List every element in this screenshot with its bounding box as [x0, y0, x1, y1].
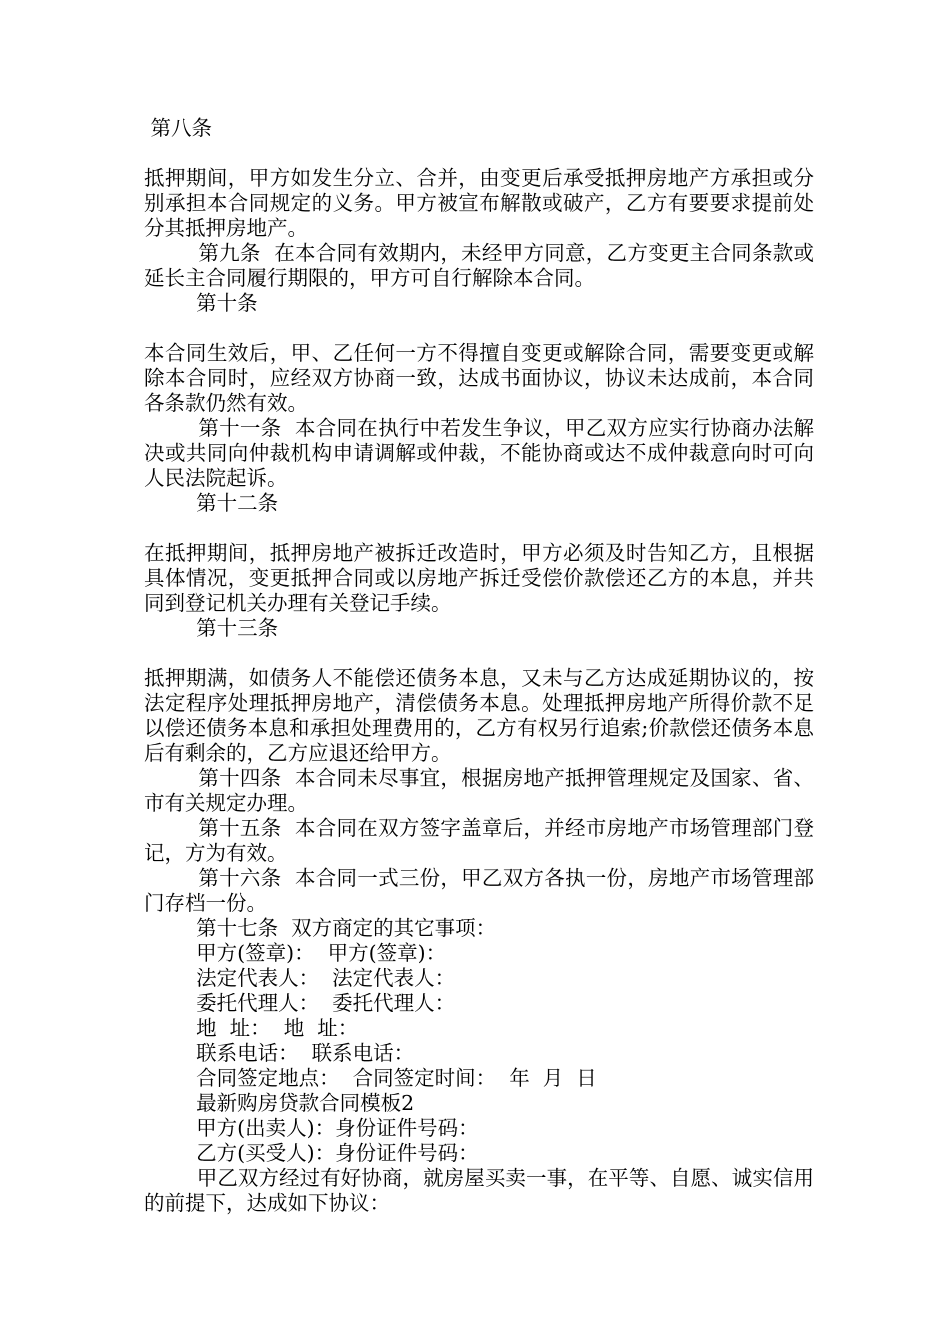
- signing-place-date-line: 合同签定地点： 合同签定时间： 年 月 日: [144, 1066, 597, 1090]
- template-2-title: 最新购房贷款合同模板2: [144, 1091, 415, 1115]
- contract-page: [144, 116, 814, 1216]
- article-14: 第十四条 本合同未尽事宜，根据房地产抵押管理规定及国家、省、市有关规定办理。: [144, 766, 814, 815]
- seller-line: 甲方(出卖人)：身份证件号码：: [144, 1116, 479, 1140]
- signature-representative-line: 法定代表人： 法定代表人：: [144, 966, 456, 990]
- blank-line: [144, 316, 814, 341]
- article-13-body: 抵押期满，如债务人不能偿还债务本息，又未与乙方达成延期协议的，按法定程序处理抵押房地产，清偿债务本息。处理抵押房地产所得价款不足以偿还债务本息和承担处理费用的，乙方有权另行追索;价款偿还债务本息后有剩余的，乙方应退还给甲方。: [144, 666, 814, 765]
- article-13-heading: 第十三条: [144, 616, 279, 640]
- article-8-body: 抵押期间，甲方如发生分立、合并，由变更后承受抵押房地产方承担或分别承担本合同规定的义务。甲方被宣布解散或破产，乙方有要要求提前处分其抵押房地产。: [144, 166, 814, 240]
- article-11: 第十一条 本合同在执行中若发生争议，甲乙双方应实行协商办法解决或共同向仲裁机构申请调解或仲裁，不能协商或达不成仲裁意向时可向人民法院起诉。: [144, 416, 814, 490]
- article-12-body: 在抵押期间，抵押房地产被拆迁改造时，甲方必须及时告知乙方，且根据具体情况，变更抵押合同或以房地产拆迁受偿价款偿还乙方的本息，并共同到登记机关办理有关登记手续。: [144, 541, 814, 615]
- article-8-heading: 第八条: [144, 116, 213, 140]
- article-12-heading: 第十二条: [144, 491, 279, 515]
- buyer-line: 乙方(买受人)：身份证件号码：: [144, 1141, 479, 1165]
- article-10-body: 本合同生效后，甲、乙任何一方不得擅自变更或解除合同，需要变更或解除本合同时，应经双方协商一致，达成书面协议，协议未达成前，本合同各条款仍然有效。: [144, 341, 814, 415]
- blank-line: [144, 141, 814, 166]
- signature-phone-line: 联系电话： 联系电话：: [144, 1041, 415, 1065]
- article-16: 第十六条 本合同一式三份，甲乙双方各执一份，房地产市场管理部门存档一份。: [144, 866, 814, 915]
- agreement-intro: 甲乙双方经过有好协商，就房屋买卖一事，在平等、自愿、诚实信用的前提下，达成如下协议：: [144, 1166, 814, 1215]
- signature-party-line: 甲方(签章)： 甲方(签章)：: [144, 941, 447, 965]
- blank-line: [144, 641, 814, 666]
- blank-line: [144, 516, 814, 541]
- signature-address-line: 地 址： 地 址：: [144, 1016, 359, 1040]
- signature-agent-line: 委托代理人： 委托代理人：: [144, 991, 456, 1015]
- article-10-heading: 第十条: [144, 291, 258, 315]
- article-15: 第十五条 本合同在双方签字盖章后，并经市房地产市场管理部门登记，方为有效。: [144, 816, 814, 865]
- article-9: 第九条 在本合同有效期内，未经甲方同意，乙方变更主合同条款或延长主合同履行期限的，甲方可自行解除本合同。: [144, 241, 814, 290]
- article-17: 第十七条 双方商定的其它事项：: [144, 916, 497, 940]
